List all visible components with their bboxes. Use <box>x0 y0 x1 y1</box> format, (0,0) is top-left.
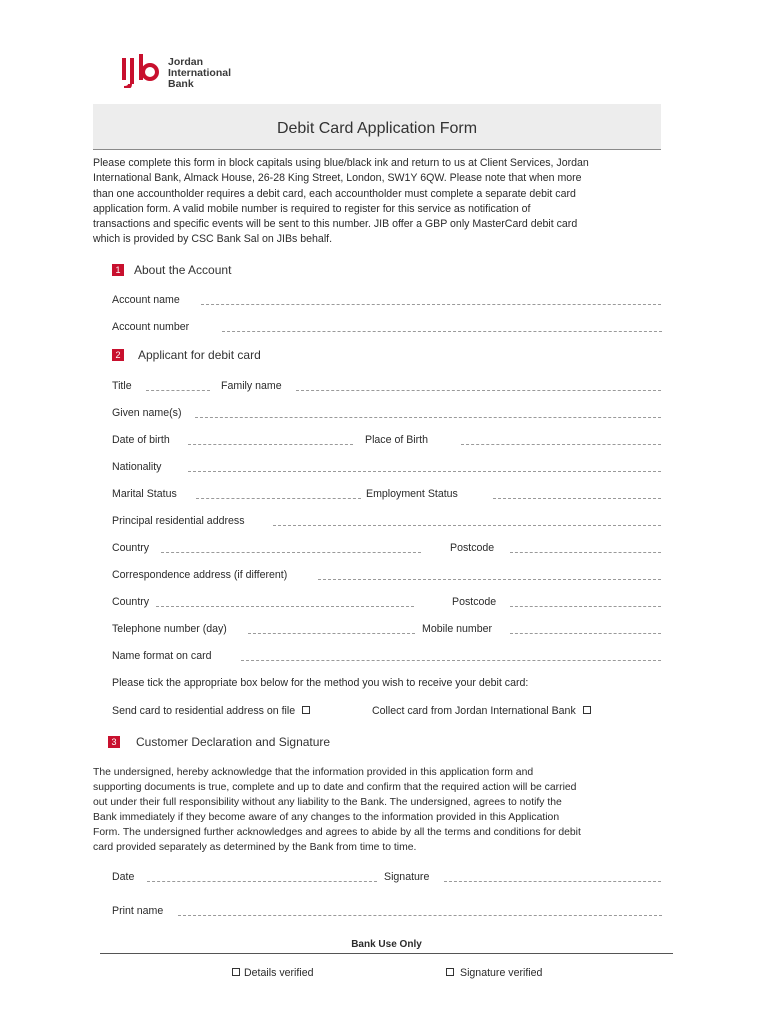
nationality-label: Nationality <box>112 461 162 473</box>
declaration-line: supporting documents is true, complete and up to date and confirm that the required action will be carried <box>93 782 577 793</box>
bank-name-line2: International Bank <box>168 67 232 90</box>
telephone-day-field[interactable] <box>248 633 415 634</box>
bank-use-heading: Bank Use Only <box>351 939 422 950</box>
correspondence-postcode-label: Postcode <box>452 596 497 608</box>
details-verified-option <box>232 967 313 979</box>
account-name-field[interactable] <box>201 304 661 305</box>
place-of-birth-label: Place of Birth <box>365 434 429 446</box>
section-number: 3 <box>108 736 120 748</box>
delivery-option-collect <box>372 705 591 717</box>
bank-use-divider <box>100 953 673 954</box>
given-names-label: Given name(s) <box>112 407 182 419</box>
form-title: Debit Card Application Form <box>276 120 478 137</box>
form-title-bar <box>93 104 661 150</box>
family-name-field[interactable] <box>296 390 661 391</box>
collect-option-label: Collect card from Jordan International Bank <box>372 705 576 717</box>
intro-line: application form. A valid mobile number is required to register for this service as notification of <box>93 202 531 215</box>
signature-label: Signature <box>384 871 430 883</box>
name-format-label: Name format on card <box>112 650 212 662</box>
account-name-label: Account name <box>112 294 180 306</box>
date-of-birth-field[interactable] <box>188 444 353 445</box>
family-name-label: Family name <box>221 380 282 392</box>
correspondence-postcode-field[interactable] <box>510 606 661 607</box>
section-about-account <box>112 263 231 277</box>
title-field[interactable] <box>146 390 210 391</box>
country-label: Country <box>112 542 150 554</box>
section-title: Applicant for debit card <box>138 348 261 362</box>
mobile-number-field[interactable] <box>510 633 661 634</box>
intro-line: transactions and specific events will be sent to this number. JIB offer a GBP only MasterCard debit card <box>93 218 578 231</box>
correspondence-country-field[interactable] <box>156 606 414 607</box>
section-applicant <box>112 348 261 362</box>
place-of-birth-field[interactable] <box>461 444 661 445</box>
account-number-label: Account number <box>112 321 190 333</box>
section-number: 2 <box>112 349 124 361</box>
correspondence-country-label: Country <box>112 596 150 608</box>
residential-option-label: Send card to residential address on file <box>112 705 296 717</box>
correspondence-address-field[interactable] <box>318 579 661 580</box>
section-title: About the Account <box>134 263 232 277</box>
intro-line: International Bank, Almack House, 26-28 King Street, London, SW1Y 6QW. Please note that when more <box>93 172 582 185</box>
declaration-line: Bank immediately if they become aware of any changes to the information provided in this Application <box>93 812 560 823</box>
section-number: 1 <box>112 264 124 276</box>
postcode-label: Postcode <box>450 542 495 554</box>
intro-line: Please complete this form in block capitals using blue/black ink and return to us at Client Services, Jordan <box>93 157 589 169</box>
delivery-option-residential <box>112 705 310 717</box>
employment-status-label: Employment Status <box>366 488 458 500</box>
declaration-paragraph <box>93 765 668 855</box>
signature-verified-option <box>446 967 542 979</box>
title-label: Title <box>112 380 132 392</box>
principal-address-label: Principal residential address <box>112 515 245 527</box>
marital-status-label: Marital Status <box>112 488 177 500</box>
mobile-number-label: Mobile number <box>422 623 493 635</box>
country-field[interactable] <box>161 552 421 553</box>
given-names-field[interactable] <box>195 417 661 418</box>
print-name-field[interactable] <box>178 915 662 916</box>
signature-field[interactable] <box>444 881 661 882</box>
declaration-line: The undersigned, hereby acknowledge that the information provided in this application form and <box>93 767 534 778</box>
bank-name <box>168 57 231 90</box>
print-name-label: Print name <box>112 905 164 917</box>
section-title: Customer Declaration and Signature <box>136 735 331 749</box>
intro-paragraph <box>93 156 665 248</box>
intro-line: which is provided by CSC Bank Sal on JIBs behalf. <box>93 233 333 246</box>
declaration-line: out under their full responsibility without any liability to the Bank. The undersigned, agrees to notify the <box>93 797 562 808</box>
jib-logo-icon <box>120 52 164 88</box>
section-declaration <box>108 735 330 749</box>
postcode-field[interactable] <box>510 552 661 553</box>
date-of-birth-label: Date of birth <box>112 434 170 446</box>
declaration-line: Form. The undersigned further acknowledges and agrees to abide by all the terms and conditions for debit <box>93 827 581 838</box>
principal-address-field[interactable] <box>273 525 661 526</box>
telephone-day-label: Telephone number (day) <box>112 623 227 635</box>
collect-checkbox[interactable] <box>583 706 591 714</box>
intro-line: than one accountholder requires a debit card, each accountholder must complete a separate debit card <box>93 187 576 200</box>
date-label: Date <box>112 871 135 883</box>
details-verified-label: Details verified <box>244 967 314 979</box>
nationality-field[interactable] <box>188 471 661 472</box>
account-number-field[interactable] <box>222 331 662 332</box>
marital-status-field[interactable] <box>196 498 361 499</box>
name-format-field[interactable] <box>241 660 661 661</box>
date-field[interactable] <box>147 881 377 882</box>
signature-verified-checkbox[interactable] <box>446 968 454 976</box>
correspondence-address-label: Correspondence address (if different) <box>112 569 288 581</box>
delivery-instruction: Please tick the appropriate box below for the method you wish to receive your debit card: <box>112 677 529 689</box>
employment-status-field[interactable] <box>493 498 661 499</box>
details-verified-checkbox[interactable] <box>232 968 240 976</box>
bank-name-line1: Jordan <box>168 56 204 68</box>
signature-verified-label: Signature verified <box>460 967 543 979</box>
residential-checkbox[interactable] <box>302 706 310 714</box>
declaration-line: card provided separately as determined by the Bank from time to time. <box>93 842 417 853</box>
